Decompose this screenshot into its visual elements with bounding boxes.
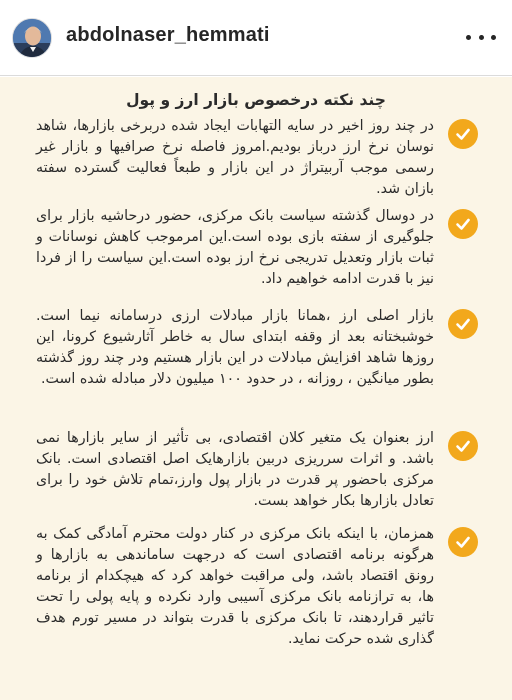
more-options-icon[interactable] (466, 26, 496, 48)
avatar[interactable] (12, 18, 52, 58)
item-text: در دوسال گذشته سیاست بانک مرکزی، حضور درحاشیه بازار برای جلوگیری از سفته بازی بوده است.این امرموجب کاهش نوسانات و ثبات بازار وتعدیل تدریجی نرخ ارز بوده است.این سیاست را از فردا نیز با قدرت ادامه خواهیم داد. (36, 208, 434, 287)
check-icon (448, 431, 478, 461)
item-text: در چند روز اخیر در سایه التهابات ایجاد شده دربرخی بازارها، شاهد نوسان نرخ ارز درباز بودیم.امروز فاصله نرخ صرافیها و بازار غیر رسمی موجب آربیتراژ در این بازار و طبعاً فعالیت گسترده سفته بازان شد. (36, 118, 434, 197)
dot (466, 35, 471, 40)
profile-photo-icon (13, 19, 52, 58)
post-image (0, 77, 512, 700)
post-header (0, 0, 512, 76)
dot (491, 35, 496, 40)
check-icon (448, 527, 478, 557)
check-icon (448, 209, 478, 239)
check-icon (448, 309, 478, 339)
check-icon (448, 119, 478, 149)
dot (479, 35, 484, 40)
post-title: چند نکته درخصوص بازار ارز و پول (126, 91, 386, 109)
item-text: ارز بعنوان یک متغیر کلان اقتصادی، بی تأثیر از سایر بازارها نمی باشد. و اثرات سرریزی دربین بازارهایک اصل اقتصادی است. بانک مرکزی باحضور پر قدرت در بازار پول وارز،تمام تلاش خود را برای تعادل بازارها بکار خواهد بست. (36, 430, 434, 509)
username[interactable]: abdolnaser_hemmati (66, 24, 270, 46)
item-text: بازار اصلی ارز ،همانا بازار مبادلات ارزی درسامانه نیما است. خوشبختانه بعد از وقفه ابتدای سال به خاطر آثارشیوع کرونا، این روزها شاهد افزایش مبادلات در این بازار هستیم ودر چند روز گذشته بطور میانگین ، روزانه ، در حدود ۱۰۰ میلیون دلار مبادله شده است. (36, 308, 434, 387)
item-text: همزمان، با اینکه بانک مرکزی در کنار دولت محترم آمادگی کمک به هرگونه برنامه اقتصادی است که درجهت ساماندهی به بازارها و رونق اقتصاد باشد، ولی مراقبت خواهد کرد که هیچکدام از برنامه ها، به ترازنامه بانک مرکزی آسیبی وارد نکرده و پایه پولی را تحت تاثیر قراردهند، تا بانک مرکزی با قدرت بتواند در مسیر تورم هدف گذاری شده حرکت نماید. (36, 526, 434, 647)
